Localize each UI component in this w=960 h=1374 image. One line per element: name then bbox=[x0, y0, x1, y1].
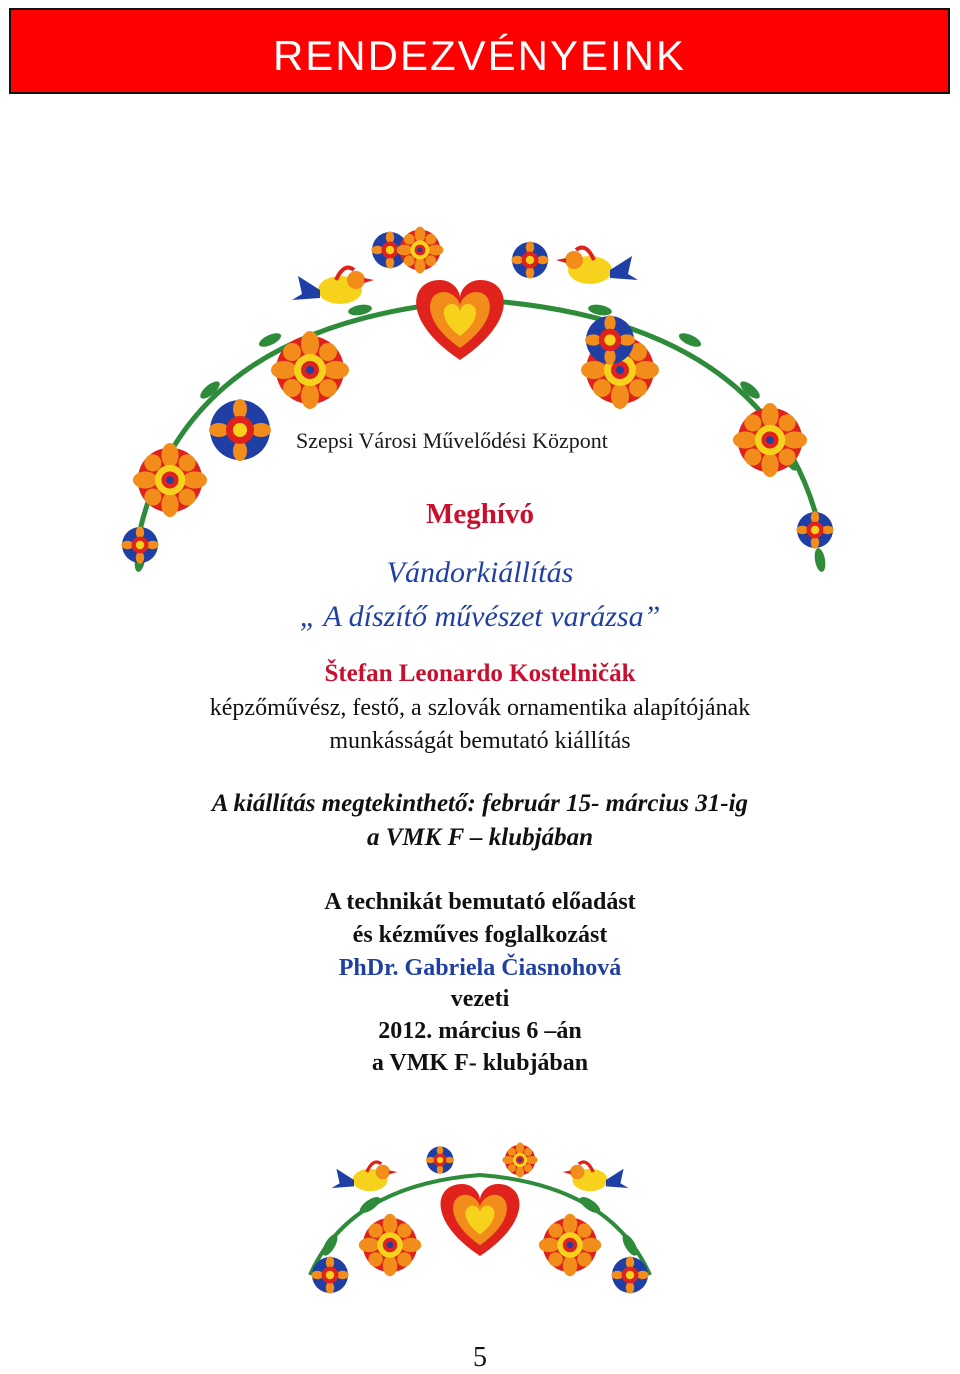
workshop-line1: A technikát bemutató előadást bbox=[324, 889, 636, 915]
exhibition-type: Vándorkiállítás bbox=[386, 556, 574, 589]
invite-heading: Meghívó bbox=[426, 498, 534, 530]
workshop-date: 2012. március 6 –án bbox=[378, 1018, 582, 1044]
exhibition-venue: a VMK F – klubjában bbox=[366, 824, 593, 851]
artist-description-line1: képzőművész, festő, a szlovák ornamentika alapítójának bbox=[209, 695, 751, 721]
workshop-line2: és kézműves foglalkozást bbox=[352, 922, 608, 948]
artist-name: Štefan Leonardo Kostelničák bbox=[324, 660, 636, 687]
section-banner bbox=[9, 8, 950, 94]
leads-text: vezeti bbox=[450, 986, 510, 1012]
exhibition-title: „ A díszítő művészet varázsa” bbox=[299, 600, 661, 633]
page-number: 5 bbox=[473, 1342, 487, 1373]
lecturer-name: PhDr. Gabriela Čiasnohová bbox=[338, 955, 622, 981]
viewing-period: A kiállítás megtekinthető: február 15- március 31-ig bbox=[211, 790, 749, 817]
organizer-name: Szepsi Városi Művelődési Központ bbox=[296, 428, 608, 453]
banner-title: RENDEZVÉNYEINK bbox=[272, 32, 687, 79]
workshop-venue: a VMK F- klubjában bbox=[371, 1050, 589, 1076]
artist-description-line2: munkásságát bemutató kiállítás bbox=[329, 728, 631, 754]
bottom-folk-ornament bbox=[290, 1125, 670, 1305]
